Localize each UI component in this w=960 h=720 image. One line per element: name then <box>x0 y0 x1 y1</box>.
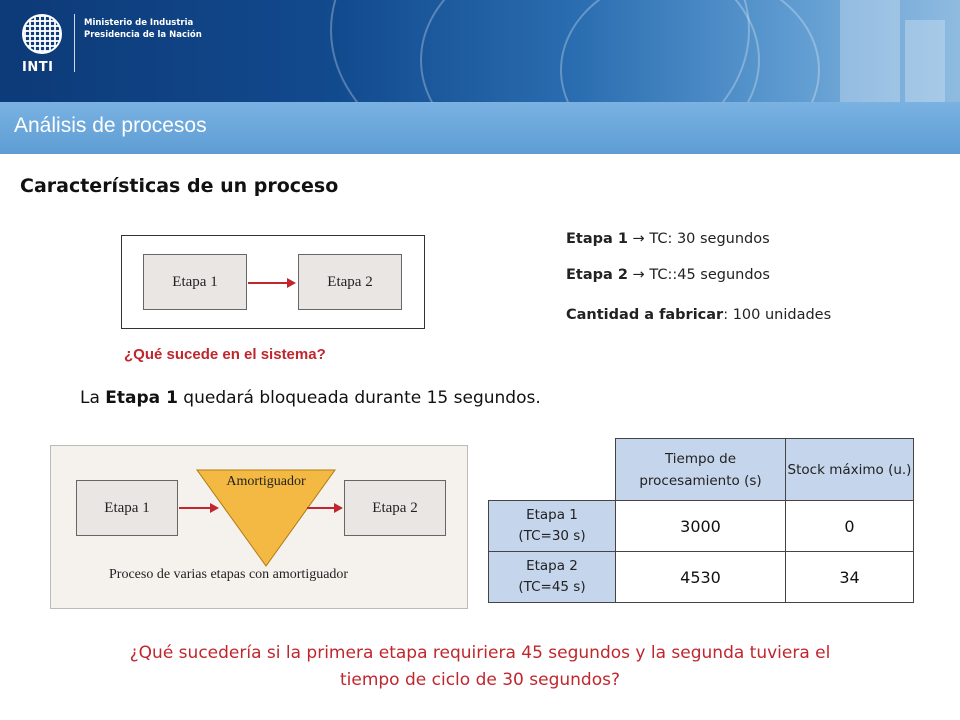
inti-logo-icon <box>22 14 62 54</box>
blocked-suffix: quedará bloqueada durante 15 segundos. <box>177 388 541 408</box>
blocked-prefix: La <box>80 388 106 408</box>
table-corner <box>489 439 616 501</box>
stage-info-label: Etapa 1 <box>566 231 628 247</box>
machine-image <box>840 0 900 102</box>
arrow-icon <box>334 503 343 513</box>
column-header-time: Tiempo de procesamiento (s) <box>616 439 786 501</box>
stage-2-box: Etapa 2 <box>344 480 446 536</box>
buffer-process-diagram <box>50 445 468 609</box>
cell-stock: 0 <box>786 501 914 552</box>
column-header-stock: Stock máximo (u.) <box>786 439 914 501</box>
table-row <box>489 552 914 603</box>
process-diagram <box>121 235 425 329</box>
table-row <box>489 501 914 552</box>
decorative-arc <box>560 0 820 102</box>
question-line2: tiempo de ciclo de 30 segundos? <box>339 670 621 690</box>
stage-info-1 <box>566 231 770 247</box>
question-line1: ¿Qué sucedería si la primera etapa requiriera 45 segundos y la segunda tuviera el <box>129 643 831 663</box>
stage-info-label: Cantidad a fabricar <box>566 307 724 323</box>
logo-text: INTI <box>22 60 54 75</box>
table-header-row <box>489 439 914 501</box>
section-title: Características de un proceso <box>20 175 339 197</box>
row-header <box>489 501 616 552</box>
right-arrow-icon: → <box>632 267 645 283</box>
stage-1-box: Etapa 1 <box>143 254 247 310</box>
question-scenario <box>0 640 960 694</box>
diagram-caption: Proceso de varias etapas con amortiguador <box>109 567 349 582</box>
stage-1-box: Etapa 1 <box>76 480 178 536</box>
question-system: ¿Qué sucede en el sistema? <box>124 346 326 363</box>
arrow-icon <box>210 503 219 513</box>
cell-time: 4530 <box>616 552 786 603</box>
machine-image <box>905 20 945 102</box>
row-header-line1: Etapa 2 <box>526 558 578 574</box>
stage-info-text: TC::45 segundos <box>649 267 770 283</box>
slide-title: Análisis de procesos <box>14 114 207 137</box>
right-arrow-icon: → <box>632 231 645 247</box>
ministry-line1: Ministerio de Industria <box>84 18 194 28</box>
row-header <box>489 552 616 603</box>
row-header-line2: (TC=30 s) <box>518 528 586 544</box>
blocked-bold: Etapa 1 <box>105 388 178 408</box>
row-header-line1: Etapa 1 <box>526 507 578 523</box>
buffer-label: Amortiguador <box>226 474 306 489</box>
logo-divider <box>74 14 75 72</box>
ministry-line2: Presidencia de la Nación <box>84 30 202 40</box>
stage-info-text: : 100 unidades <box>723 307 832 323</box>
stage-info-text: TC: 30 segundos <box>649 231 770 247</box>
row-header-line2: (TC=45 s) <box>518 579 586 595</box>
cell-time: 3000 <box>616 501 786 552</box>
title-bar <box>0 102 960 154</box>
stage-info-quantity <box>566 307 831 323</box>
stage-info-2 <box>566 267 770 283</box>
cell-stock: 34 <box>786 552 914 603</box>
stage-info-label: Etapa 2 <box>566 267 628 283</box>
blocked-statement <box>80 388 541 408</box>
results-table <box>488 438 914 603</box>
header-banner <box>0 0 960 102</box>
stage-2-box: Etapa 2 <box>298 254 402 310</box>
ministry-label <box>84 17 202 41</box>
